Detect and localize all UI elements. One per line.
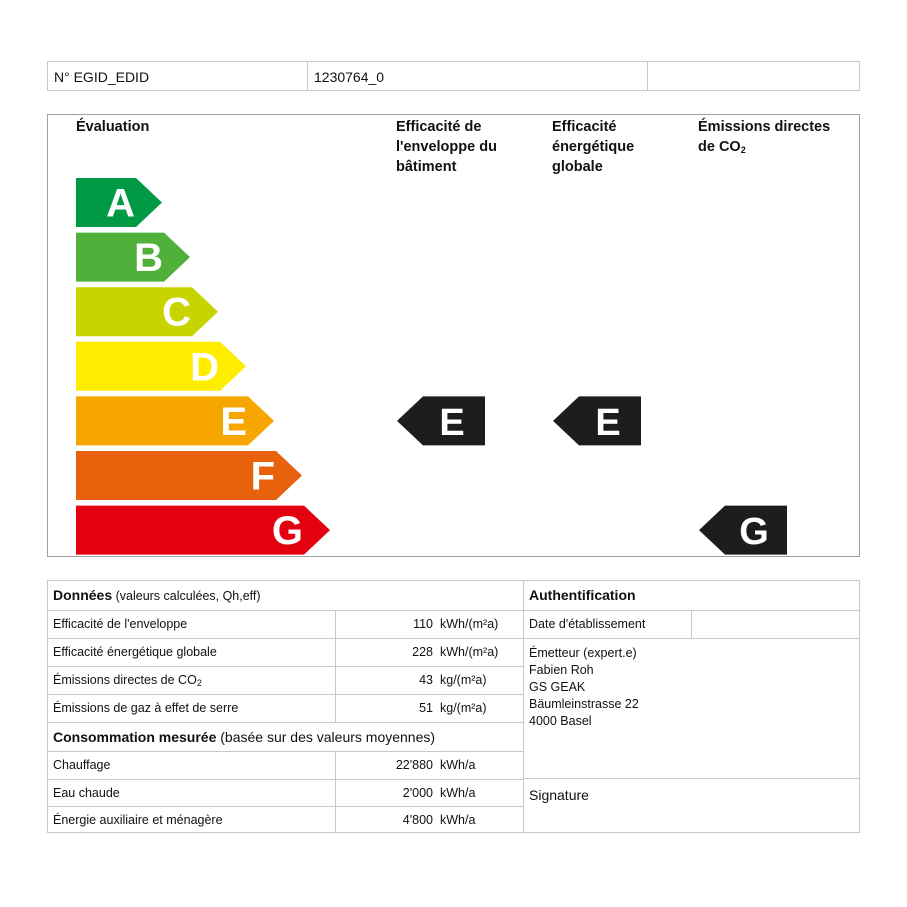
measured-value-heating: 22'880 (335, 751, 433, 779)
auth-date-value (691, 610, 859, 638)
auth-issuer-block (523, 638, 859, 778)
egid-table (47, 61, 860, 91)
svg-text:D: D (190, 345, 219, 390)
svg-text:F: F (250, 454, 275, 499)
row-unit-co2: kg/(m²a) (433, 666, 523, 694)
row-value-envelope: 110 (335, 610, 433, 638)
data-table (47, 580, 860, 833)
measured-value-hot-water: 2'000 (335, 779, 433, 806)
auth-date-label: Date d'établissement (523, 610, 691, 638)
envelope-class-marker (397, 396, 485, 445)
measured-unit-heating: kWh/a (433, 751, 523, 779)
rating-arrow-a (76, 178, 162, 227)
egid-value: 1230764_0 (308, 62, 648, 90)
svg-text:E: E (595, 401, 621, 444)
row-label-envelope: Efficacité de l'enveloppe (48, 610, 335, 638)
svg-text:B: B (134, 236, 163, 281)
issuer-street: Bäumleinstrasse 22 (529, 697, 639, 711)
svg-text:C: C (162, 290, 191, 335)
global-class-marker (553, 396, 641, 445)
svg-text:G: G (271, 509, 303, 554)
measured-label-heating: Chauffage (48, 751, 335, 779)
header-evaluation: Évaluation (76, 119, 150, 135)
measured-label-hot-water: Eau chaude (48, 779, 335, 806)
row-value-ghg: 51 (335, 694, 433, 722)
row-unit-envelope: kWh/(m²a) (433, 610, 523, 638)
co2-class-marker (699, 506, 787, 555)
energy-rating-panel (47, 114, 860, 557)
measured-section-header: Consommation mesurée (basée sur des valeurs moyennes) (48, 722, 523, 751)
auth-signature-label: Signature (523, 778, 859, 832)
issuer-organization: GS GEAK (529, 680, 586, 694)
measured-label-auxiliary: Énergie auxiliaire et ménagère (48, 806, 335, 832)
egid-label: N° EGID_EDID (48, 62, 308, 90)
row-value-co2: 43 (335, 666, 433, 694)
measured-unit-hot-water: kWh/a (433, 779, 523, 806)
rating-arrow-c (76, 287, 218, 336)
rating-arrow-d (76, 342, 246, 391)
header-envelope-efficiency: Efficacité de l'enveloppe du bâtiment (396, 119, 497, 175)
header-global-efficiency: Efficacité énergétique globale (552, 119, 635, 175)
issuer-name: Fabien Roh (529, 663, 594, 677)
svg-text:A: A (106, 181, 135, 226)
auth-section-header: Authentification (523, 581, 859, 610)
row-label-co2: Émissions directes de $CO_2$ (48, 666, 335, 694)
data-section-header: Données (valeurs calculées, Qh,eff) (53, 587, 261, 603)
row-label-global: Efficacité énergétique globale (48, 638, 335, 666)
row-label-ghg: Émissions de gaz à effet de serre (48, 694, 335, 722)
row-unit-global: kWh/(m²a) (433, 638, 523, 666)
row-value-global: 228 (335, 638, 433, 666)
measured-unit-auxiliary: kWh/a (433, 806, 523, 832)
svg-text:G: G (739, 511, 769, 554)
rating-arrow-g (76, 506, 330, 555)
rating-scale (48, 115, 859, 556)
header-co2-emissions: Émissions directes de $CO_2$ (698, 119, 831, 155)
svg-text:E: E (439, 401, 465, 444)
rating-arrow-f (76, 451, 302, 500)
rating-arrow-e (76, 396, 274, 445)
svg-text:E: E (220, 399, 247, 444)
rating-arrow-b (76, 233, 190, 282)
issuer-city: 4000 Basel (529, 714, 592, 728)
measured-value-auxiliary: 4'800 (335, 806, 433, 832)
issuer-label: Émetteur (expert.e) (529, 646, 637, 660)
row-unit-ghg: kg/(m²a) (433, 694, 523, 722)
egid-extra (648, 62, 859, 90)
